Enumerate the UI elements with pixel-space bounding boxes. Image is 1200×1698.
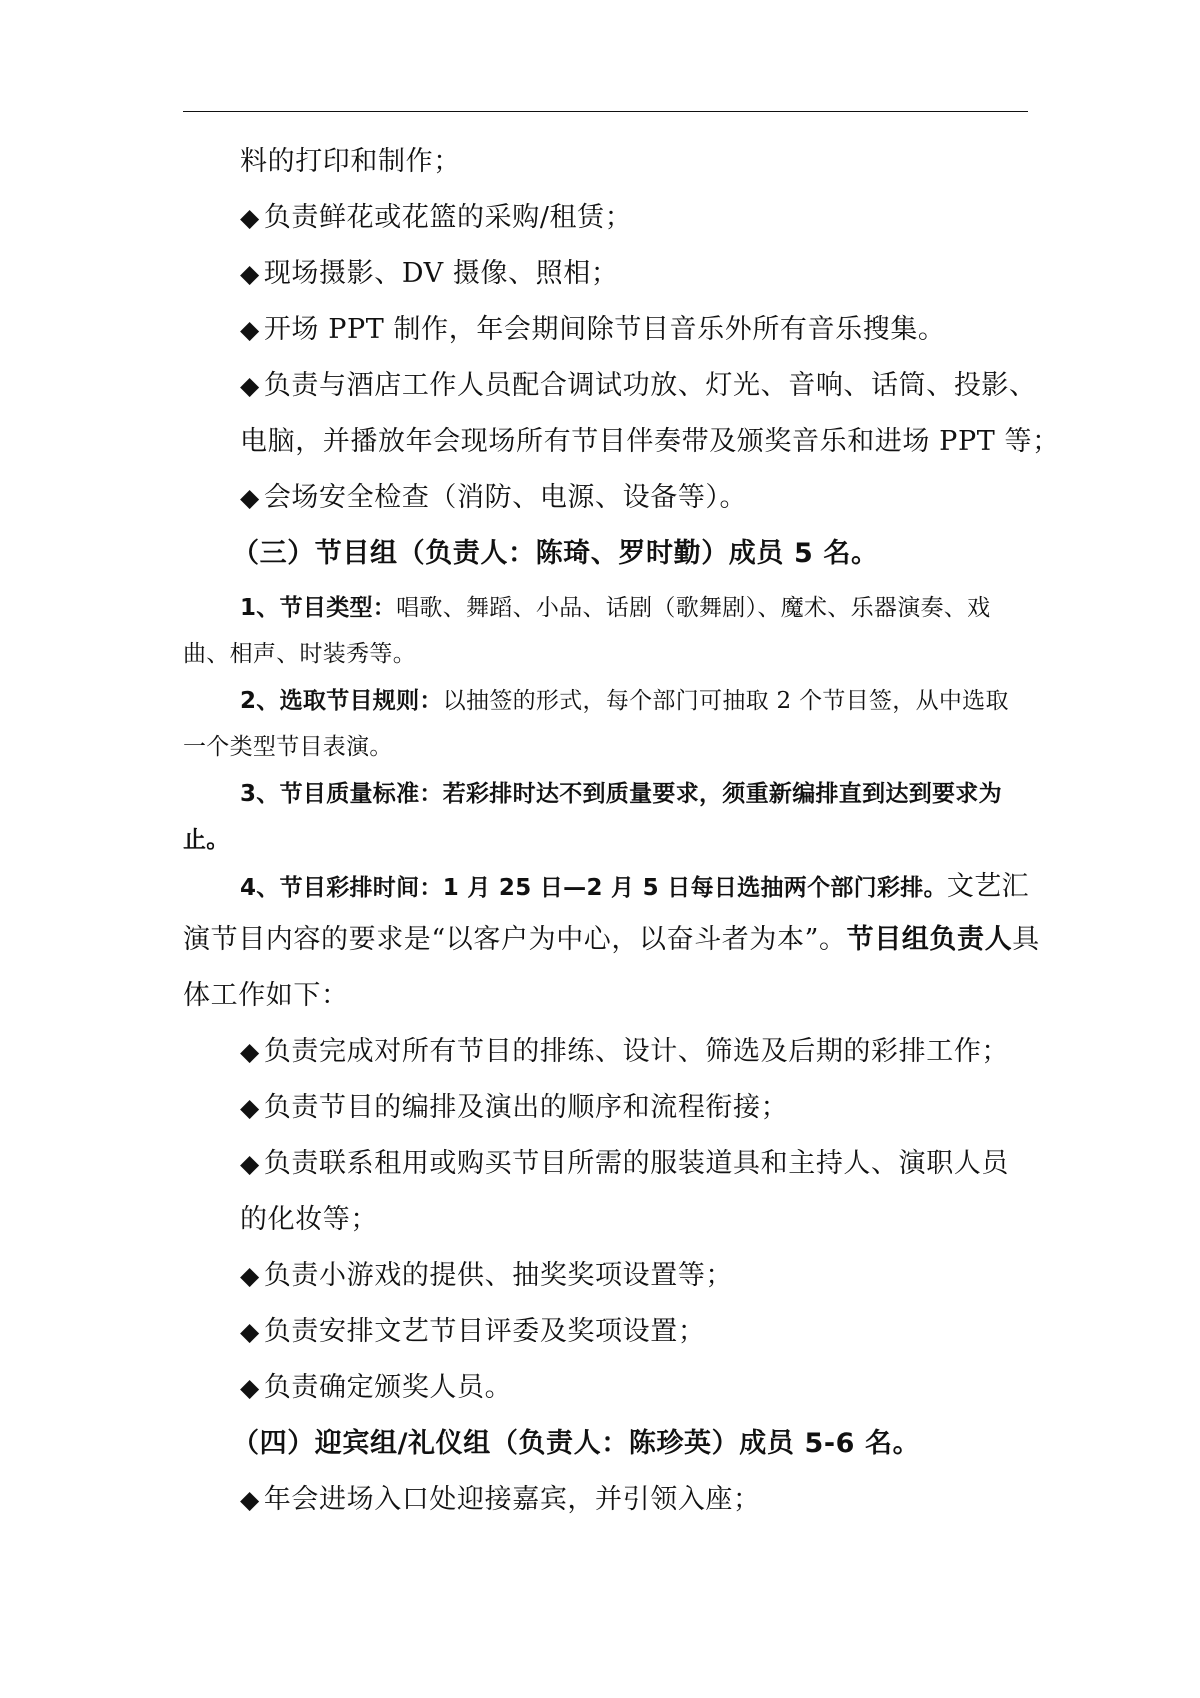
bullet-item: ◆ 负责完成对所有节目的排练、设计、筛选及后期的彩排工作； [240,1036,1010,1067]
paragraph-line: 体工作如下： [183,980,349,1011]
bullet-item: ◆ 负责确定颁奖人员。 [240,1372,513,1403]
paragraph-line: 2、选取节目规则：以抽签的形式，每个部门可抽取 2 个节目签，从中选取 [240,688,1009,714]
bullet-item: ◆ 负责安排文艺节目评委及奖项设置； [240,1316,706,1347]
diamond-bullet-icon: ◆ [240,1317,260,1346]
bullet-item: ◆ 负责节目的编排及演出的顺序和流程衔接； [240,1092,789,1123]
section-heading-program-group: （三）节目组（负责人：陈琦、罗时勤）成员 5 名。 [232,538,879,569]
bullet-item: ◆ 负责与酒店工作人员配合调试功放、灯光、音响、话筒、投影、 [240,370,1037,401]
paragraph-line: 一个类型节目表演。 [183,734,393,760]
header-rule [183,111,1028,112]
bullet-item: ◆ 会场安全检查（消防、电源、设备等）。 [240,482,748,513]
bullet-item: ◆ 负责鲜花或花篮的采购/租赁； [240,202,633,233]
diamond-bullet-icon: ◆ [240,315,260,344]
paragraph-line: 4、节目彩排时间：1 月 25 日—2 月 5 日每日选抽两个部门彩排。文艺汇 [240,871,1029,902]
paragraph-line: 曲、相声、时装秀等。 [183,641,416,667]
bullet-item: ◆ 年会进场入口处迎接嘉宾，并引领入座； [240,1484,761,1515]
diamond-bullet-icon: ◆ [240,483,260,512]
diamond-bullet-icon: ◆ [240,259,260,288]
bullet-item: ◆ 负责小游戏的提供、抽奖奖项设置等； [240,1260,734,1291]
diamond-bullet-icon: ◆ [240,1373,260,1402]
paragraph-line: 电脑，并播放年会现场所有节目伴奏带及颁奖音乐和进场 PPT 等； [240,426,1060,457]
paragraph-line: 料的打印和制作； [240,146,461,177]
bullet-item: ◆ 负责联系租用或购买节目所需的服装道具和主持人、演职人员 [240,1148,1010,1179]
paragraph-line: 1、节目类型：唱歌、舞蹈、小品、话剧（歌舞剧）、魔术、乐器演奏、戏 [240,595,991,621]
diamond-bullet-icon: ◆ [240,1149,260,1178]
paragraph-line: 演节目内容的要求是“以客户为中心，以奋斗者为本”。节目组负责人具 [183,924,1040,955]
paragraph-line: 3、节目质量标准：若彩排时达不到质量要求，须重新编排直到达到要求为 [240,781,1002,807]
diamond-bullet-icon: ◆ [240,1093,260,1122]
diamond-bullet-icon: ◆ [240,1037,260,1066]
diamond-bullet-icon: ◆ [240,371,260,400]
paragraph-line: 止。 [183,827,230,853]
diamond-bullet-icon: ◆ [240,1261,260,1290]
bullet-item: ◆ 开场 PPT 制作，年会期间除节目音乐外所有音乐搜集。 [240,314,946,345]
section-heading-reception-group: （四）迎宾组/礼仪组（负责人：陈珍英）成员 5-6 名。 [232,1428,921,1459]
diamond-bullet-icon: ◆ [240,203,260,232]
paragraph-line: 的化妆等； [240,1204,378,1235]
diamond-bullet-icon: ◆ [240,1485,260,1514]
bullet-item: ◆ 现场摄影、DV 摄像、照相； [240,258,619,289]
